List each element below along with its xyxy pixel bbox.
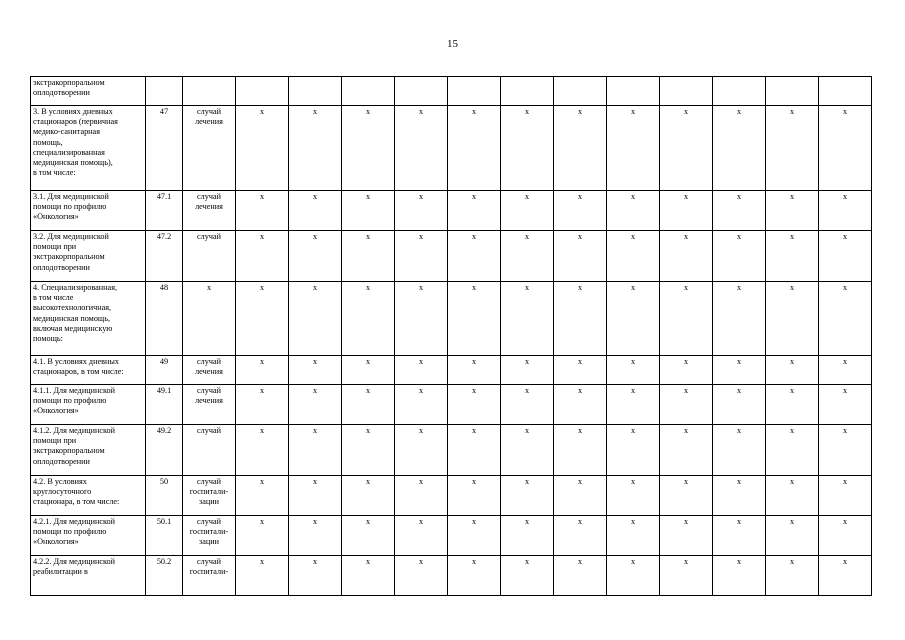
table-row [31, 385, 872, 425]
x-mark-cell: х [819, 556, 872, 596]
row-name-line: оплодотворении [33, 456, 90, 466]
x-mark-cell: х [713, 556, 766, 596]
row-name-cell [31, 516, 146, 556]
row-number-cell: 49 [146, 356, 183, 385]
row-name-line: высокотехнологичная, [33, 303, 112, 313]
x-mark-cell: х [554, 516, 607, 556]
x-mark-cell: х [448, 191, 501, 231]
x-mark-cell: х [236, 476, 289, 516]
x-mark-cell: х [819, 516, 872, 556]
row-name-line: 4. Специализированная, [33, 283, 118, 292]
x-mark-cell: х [395, 231, 448, 282]
row-name-line: «Онкология» [33, 212, 79, 222]
x-mark-cell: х [236, 231, 289, 282]
row-name-line: стационаров (первичная [33, 117, 118, 127]
row-name-line: медицинская помощь), [33, 158, 113, 168]
x-mark-cell [607, 77, 660, 106]
row-unit-line: лечения [195, 117, 223, 127]
row-name-line: экстракорпоральном [33, 78, 105, 87]
x-mark-cell: х [766, 231, 819, 282]
row-unit-line: случай [197, 477, 221, 486]
x-mark-cell: х [607, 231, 660, 282]
x-mark-cell: х [501, 476, 554, 516]
x-mark-cell: х [501, 356, 554, 385]
row-unit-line: случай [197, 232, 221, 241]
x-mark-cell [342, 77, 395, 106]
row-unit-line: госпитали- [189, 487, 229, 497]
x-mark-cell: х [766, 191, 819, 231]
x-mark-cell: х [236, 282, 289, 356]
row-name-line: медико-санитарная [33, 127, 100, 137]
x-mark-cell: х [766, 282, 819, 356]
row-name-line: стационара, в том числе: [33, 497, 120, 507]
row-unit-cell [183, 191, 236, 231]
row-unit-line: случай [197, 192, 221, 201]
x-mark-cell: х [342, 385, 395, 425]
x-mark-cell: х [819, 231, 872, 282]
x-mark-cell: х [395, 556, 448, 596]
row-unit-line: зации [198, 497, 219, 507]
x-mark-cell [236, 77, 289, 106]
row-number-cell: 49.2 [146, 425, 183, 476]
x-mark-cell: х [660, 556, 713, 596]
x-mark-cell: х [501, 191, 554, 231]
x-mark-cell [819, 77, 872, 106]
row-name-line: помощь: [33, 334, 63, 344]
x-mark-cell: х [342, 356, 395, 385]
x-mark-cell: х [289, 282, 342, 356]
row-unit-cell [183, 476, 236, 516]
row-name-line: экстракорпоральном [33, 252, 105, 262]
row-number-cell: 48 [146, 282, 183, 356]
row-name-line: 4.2.1. Для медицинской [33, 517, 116, 526]
x-mark-cell: х [713, 516, 766, 556]
x-mark-cell: х [819, 106, 872, 191]
x-mark-cell: х [554, 425, 607, 476]
x-mark-cell: х [236, 556, 289, 596]
row-unit-cell [183, 77, 236, 106]
row-name-cell [31, 282, 146, 356]
x-mark-cell: х [501, 282, 554, 356]
row-name-cell [31, 231, 146, 282]
x-mark-cell: х [607, 385, 660, 425]
row-name-line: помощи при [33, 436, 77, 446]
row-name-cell [31, 425, 146, 476]
row-name-cell [31, 106, 146, 191]
row-name-line: 4.2. В условиях [33, 477, 87, 486]
x-mark-cell: х [448, 516, 501, 556]
x-mark-cell: х [236, 516, 289, 556]
x-mark-cell: х [766, 356, 819, 385]
x-mark-cell [289, 77, 342, 106]
x-mark-cell: х [554, 106, 607, 191]
x-mark-cell: х [448, 282, 501, 356]
row-name-cell [31, 476, 146, 516]
x-mark-cell: х [660, 516, 713, 556]
x-mark-cell: х [713, 191, 766, 231]
data-table [30, 76, 872, 596]
table-row [31, 77, 872, 106]
x-mark-cell: х [342, 425, 395, 476]
row-number-cell: 50 [146, 476, 183, 516]
x-mark-cell: х [819, 191, 872, 231]
x-mark-cell: х [395, 106, 448, 191]
x-mark-cell: х [289, 191, 342, 231]
row-unit-cell [183, 356, 236, 385]
x-mark-cell: х [554, 385, 607, 425]
x-mark-cell: х [289, 356, 342, 385]
x-mark-cell: х [289, 231, 342, 282]
x-mark-cell: х [448, 425, 501, 476]
row-name-line: помощи по профилю [33, 527, 107, 537]
row-number-cell [146, 77, 183, 106]
x-mark-cell: х [819, 282, 872, 356]
x-mark-cell: х [713, 356, 766, 385]
row-name-line: включая медицинскую [33, 323, 113, 333]
x-mark-cell: х [660, 385, 713, 425]
x-mark-cell: х [713, 425, 766, 476]
row-unit-cell [183, 385, 236, 425]
row-name-line: экстракорпоральном [33, 446, 105, 456]
row-unit-line: лечения [195, 396, 223, 406]
x-mark-cell [448, 77, 501, 106]
x-mark-cell: х [342, 191, 395, 231]
x-mark-cell: х [660, 476, 713, 516]
x-mark-cell: х [819, 425, 872, 476]
x-mark-cell: х [713, 476, 766, 516]
x-mark-cell: х [607, 556, 660, 596]
x-mark-cell: х [766, 516, 819, 556]
row-unit-line: госпитали- [189, 567, 229, 577]
row-unit-line: случай [197, 517, 221, 526]
x-mark-cell: х [607, 191, 660, 231]
x-mark-cell: х [289, 516, 342, 556]
x-mark-cell: х [713, 385, 766, 425]
x-mark-cell: х [289, 425, 342, 476]
x-mark-cell [766, 77, 819, 106]
row-name-line: 4.1. В условиях дневных [33, 357, 119, 366]
x-mark-cell: х [448, 556, 501, 596]
row-name-line: помощь, [33, 137, 63, 147]
row-number-cell: 47.1 [146, 191, 183, 231]
x-mark-cell: х [289, 106, 342, 191]
row-unit-line: х [206, 283, 212, 292]
row-name-line: в том числе [33, 293, 74, 303]
row-name-line: помощи по профилю [33, 202, 107, 212]
row-unit-line: случай [197, 426, 221, 435]
row-unit-cell [183, 516, 236, 556]
x-mark-cell: х [766, 476, 819, 516]
row-name-line: реабилитации в [33, 567, 88, 577]
row-name-line: специализированная [33, 147, 105, 157]
row-name-cell [31, 191, 146, 231]
row-name-line: 3. В условиях дневных [33, 107, 113, 116]
x-mark-cell: х [607, 106, 660, 191]
x-mark-cell: х [607, 516, 660, 556]
row-unit-line: случай [197, 386, 221, 395]
x-mark-cell: х [819, 356, 872, 385]
table-row [31, 191, 872, 231]
x-mark-cell: х [766, 556, 819, 596]
page-number: 15 [447, 38, 458, 50]
x-mark-cell: х [342, 516, 395, 556]
x-mark-cell: х [395, 425, 448, 476]
x-mark-cell: х [660, 425, 713, 476]
x-mark-cell: х [501, 231, 554, 282]
x-mark-cell [660, 77, 713, 106]
table-row [31, 106, 872, 191]
x-mark-cell: х [554, 476, 607, 516]
x-mark-cell: х [448, 106, 501, 191]
x-mark-cell: х [448, 356, 501, 385]
row-name-line: в том числе: [33, 168, 76, 178]
x-mark-cell: х [395, 356, 448, 385]
row-name-line: «Онкология» [33, 537, 79, 547]
row-unit-line: случай [197, 107, 221, 116]
x-mark-cell: х [501, 516, 554, 556]
row-unit-line: случай [197, 357, 221, 366]
x-mark-cell: х [289, 385, 342, 425]
x-mark-cell: х [554, 282, 607, 356]
row-name-line: медицинская помощь, [33, 313, 111, 323]
row-name-line: 3.2. Для медицинской [33, 232, 109, 241]
x-mark-cell: х [607, 476, 660, 516]
x-mark-cell: х [342, 556, 395, 596]
row-unit-line: случай [197, 557, 221, 566]
x-mark-cell: х [342, 231, 395, 282]
x-mark-cell: х [660, 282, 713, 356]
x-mark-cell: х [713, 106, 766, 191]
x-mark-cell: х [289, 476, 342, 516]
row-name-cell [31, 356, 146, 385]
x-mark-cell [554, 77, 607, 106]
x-mark-cell: х [660, 106, 713, 191]
table-row [31, 425, 872, 476]
row-unit-line: госпитали- [189, 527, 229, 537]
x-mark-cell: х [554, 556, 607, 596]
table-row [31, 476, 872, 516]
row-name-line: стационаров, в том числе: [33, 367, 124, 377]
row-name-line: помощи по профилю [33, 396, 107, 406]
x-mark-cell: х [660, 231, 713, 282]
x-mark-cell: х [448, 476, 501, 516]
row-name-cell [31, 556, 146, 596]
row-name-line: круглосуточного [33, 487, 92, 497]
table-row [31, 516, 872, 556]
row-name-line: 4.2.2. Для медицинской [33, 557, 116, 566]
x-mark-cell: х [236, 385, 289, 425]
x-mark-cell: х [660, 191, 713, 231]
row-name-line: «Онкология» [33, 406, 79, 416]
x-mark-cell: х [236, 356, 289, 385]
x-mark-cell: х [395, 282, 448, 356]
x-mark-cell: х [342, 476, 395, 516]
x-mark-cell: х [819, 476, 872, 516]
table-row [31, 231, 872, 282]
x-mark-cell: х [448, 231, 501, 282]
x-mark-cell: х [766, 385, 819, 425]
table-row [31, 556, 872, 596]
row-name-line: оплодотворении [33, 88, 90, 98]
x-mark-cell: х [501, 425, 554, 476]
x-mark-cell [501, 77, 554, 106]
row-number-cell: 50.2 [146, 556, 183, 596]
row-number-cell: 47 [146, 106, 183, 191]
x-mark-cell: х [236, 425, 289, 476]
x-mark-cell: х [819, 385, 872, 425]
x-mark-cell: х [448, 385, 501, 425]
row-name-line: оплодотворении [33, 262, 90, 272]
x-mark-cell: х [501, 106, 554, 191]
x-mark-cell: х [342, 282, 395, 356]
x-mark-cell: х [607, 356, 660, 385]
row-unit-line: лечения [195, 202, 223, 212]
row-name-line: 4.1.1. Для медицинской [33, 386, 116, 395]
x-mark-cell [713, 77, 766, 106]
table-row [31, 282, 872, 356]
row-number-cell: 49.1 [146, 385, 183, 425]
row-name-line: 4.1.2. Для медицинской [33, 426, 116, 435]
x-mark-cell: х [713, 231, 766, 282]
x-mark-cell: х [395, 191, 448, 231]
x-mark-cell: х [713, 282, 766, 356]
row-name-line: 3.1. Для медицинской [33, 192, 109, 201]
row-name-cell [31, 385, 146, 425]
x-mark-cell: х [289, 556, 342, 596]
x-mark-cell: х [236, 106, 289, 191]
x-mark-cell: х [766, 106, 819, 191]
x-mark-cell: х [395, 476, 448, 516]
x-mark-cell: х [395, 385, 448, 425]
x-mark-cell [395, 77, 448, 106]
x-mark-cell: х [554, 356, 607, 385]
table-row [31, 356, 872, 385]
x-mark-cell: х [236, 191, 289, 231]
x-mark-cell: х [501, 556, 554, 596]
row-unit-line: зации [198, 537, 219, 547]
x-mark-cell: х [607, 282, 660, 356]
row-unit-cell [183, 231, 236, 282]
row-unit-cell [183, 425, 236, 476]
x-mark-cell: х [660, 356, 713, 385]
row-number-cell: 50.1 [146, 516, 183, 556]
row-unit-cell [183, 556, 236, 596]
row-unit-cell [183, 106, 236, 191]
x-mark-cell: х [554, 231, 607, 282]
x-mark-cell: х [395, 516, 448, 556]
row-name-line: помощи при [33, 242, 77, 252]
row-number-cell: 47.2 [146, 231, 183, 282]
x-mark-cell: х [342, 106, 395, 191]
x-mark-cell: х [766, 425, 819, 476]
row-unit-cell [183, 282, 236, 356]
x-mark-cell: х [607, 425, 660, 476]
x-mark-cell: х [501, 385, 554, 425]
row-name-cell [31, 77, 146, 106]
row-unit-line: лечения [195, 367, 223, 377]
x-mark-cell: х [554, 191, 607, 231]
